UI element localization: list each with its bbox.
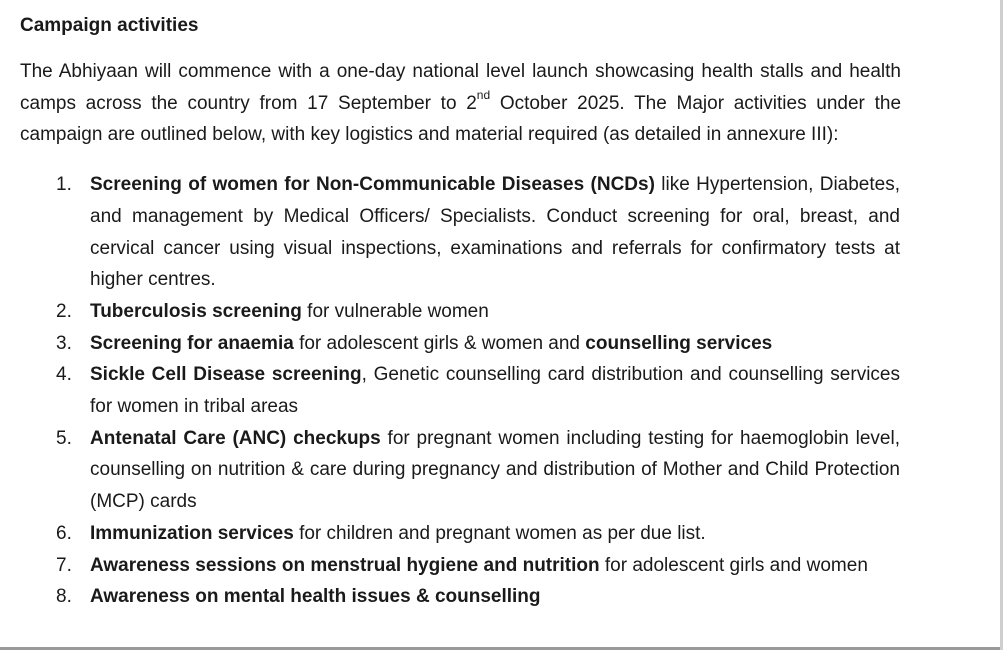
- list-item: [20, 423, 900, 518]
- list-item: [20, 581, 900, 613]
- item-text: , Genetic counselling card distribution and counselling services for women in tribal areas: [90, 364, 900, 418]
- item-bold-text: Screening of women for Non-Communicable Diseases (NCDs): [90, 174, 655, 196]
- section-heading: Campaign activities: [20, 15, 199, 36]
- intro-text-end: October 2025. The Major activities under the campaign are outlined below, with key logistics and material required (as detailed in annexure III):: [20, 92, 902, 146]
- list-item: [20, 550, 900, 582]
- item-number: 6.: [56, 522, 72, 544]
- item-text: for adolescent girls and women: [599, 554, 868, 576]
- intro-paragraph: [20, 56, 901, 151]
- item-text: for pregnant women including testing for haemoglobin level, counselling on nutrition & care during pregnancy and distribution of Mother and Child Protection (MCP) cards: [90, 427, 900, 513]
- item-number: 3.: [56, 332, 72, 354]
- activity-list: [20, 169, 980, 613]
- list-item: [20, 296, 900, 328]
- item-bold-text-secondary: counselling services: [585, 332, 773, 354]
- list-item: [20, 518, 900, 550]
- item-bold-text: Tuberculosis screening: [90, 300, 302, 322]
- item-text: for adolescent girls & women and: [293, 332, 586, 354]
- item-bold-text: Screening for anaemia: [90, 332, 294, 354]
- item-number: 8.: [56, 586, 72, 608]
- item-text: for children and pregnant women as per due list.: [293, 522, 706, 544]
- list-item: [20, 169, 900, 296]
- item-number: 7.: [56, 554, 72, 576]
- item-text: for vulnerable women: [301, 300, 489, 322]
- item-bold-text: Awareness sessions on menstrual hygiene and nutrition: [90, 554, 600, 576]
- intro-text-start: The Abhiyaan will commence with a one-day national level launch showcasing health stalls and health camps across the country from 17 September to 2: [20, 61, 901, 114]
- item-number: 1.: [56, 174, 72, 196]
- item-bold-text: Antenatal Care (ANC) checkups: [90, 427, 381, 449]
- item-number: 2.: [56, 300, 72, 322]
- item-text: like Hypertension, Diabetes, and management by Medical Officers/ Specialists. Conduct screening for oral, breast, and cervical cancer using visual inspections, examinations and referrals for confirmatory tests at higher centres.: [90, 174, 900, 291]
- ordinal-suffix: nd: [476, 88, 491, 103]
- item-bold-text: Awareness on mental health issues & counselling: [90, 586, 541, 608]
- item-bold-text: Immunization services: [90, 522, 294, 544]
- item-bold-text: Sickle Cell Disease screening: [90, 364, 362, 386]
- item-number: 4.: [56, 364, 72, 386]
- list-item: [20, 328, 900, 360]
- item-number: 5.: [56, 427, 72, 449]
- list-item: [20, 359, 900, 422]
